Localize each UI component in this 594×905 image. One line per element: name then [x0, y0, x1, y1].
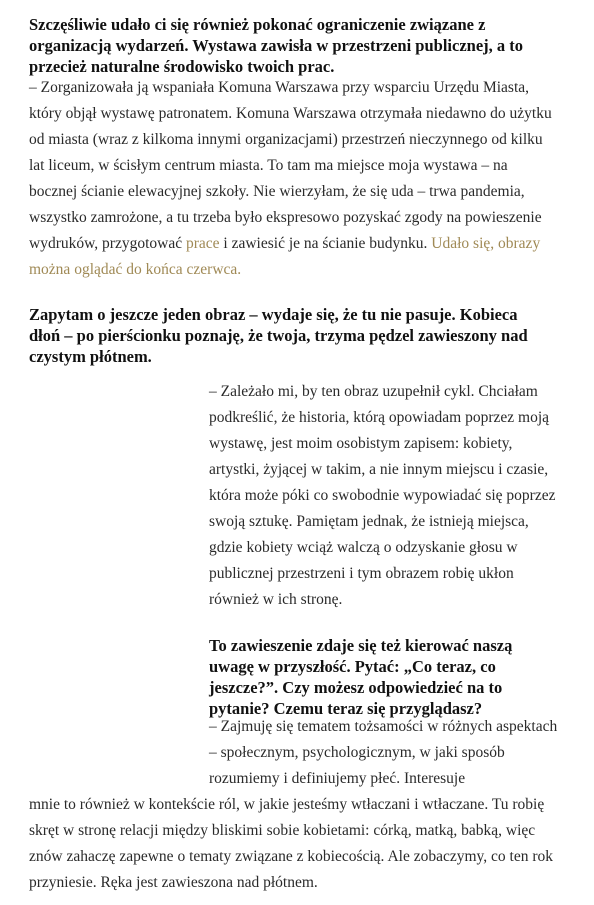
interview-question-2: Zapytam o jeszcze jeden obraz – wydaje się, że tu nie pasuje. Kobieca dłoń – po pierścionku poznaję, że twoja, trzyma pędzel zawieszony nad czystym płótnem.	[29, 305, 528, 366]
answer-1-text-middle: i zawiesić je na ścianie budynku.	[219, 235, 432, 252]
prace-link[interactable]: prace	[185, 235, 220, 252]
interview-question-1: Szczęśliwie udało ci się również pokonać ograniczenie związane z organizacją wydarzeń. Wystawa zawisła w przestrzeni publicznej, a to przecież naturalne środowisko twoich prac.	[29, 15, 524, 76]
interview-answer-1	[29, 75, 559, 283]
interview-question-3: To zawieszenie zdaje się też kierować naszą uwagę w przyszłość. Pytać: „Co teraz, co jeszcze?”. Czy możesz odpowiedzieć na to pytanie? Czemu teraz się przyglądasz?	[209, 636, 513, 718]
interview-answer-2: – Zależało mi, by ten obraz uzupełnił cykl. Chciałam podkreślić, że historia, którą opowiadam poprzez moją wystawę, jest moim osobistym zapisem: kobiety, artystki, żyjącej w takim, a nie innym miejscu i czasie, która może póki co swobodnie wypowiadać się poprzez swoją sztukę. Pamiętam jednak, że istnieją miejsca, gdzie kobiety wciąż walczą o odzyskanie głosu w publicznej przestrzeni i tym obrazem robię ukłon również w ich stronę.	[209, 383, 556, 608]
interview-answer-3-indented: – Zajmuję się tematem tożsamości w różnych aspektach – społecznym, psychologicznym, w jaki sposób rozumiemy i definiujemy płeć. Interesuje	[209, 718, 558, 787]
interview-answer-3-continued: mnie to również w kontekście ról, w jakie jesteśmy wtłaczani i wtłaczane. Tu robię skręt w stronę relacji między bliskimi sobie kobietami: córką, matką, babką, więc znów zahaczę zapewne o tematy związane z kobiecością. Ale zobaczymy, co ten rok przyniesie. Ręka jest zawieszona nad płótnem.	[29, 796, 554, 891]
exhibition-info-link[interactable]: Udało się, obrazy można oglądać do końca czerwca.	[29, 235, 541, 278]
answer-1-text-start: – Zorganizowała ją wspaniała Komuna Warszawa przy wsparciu Urzędu Miasta, który objął wystawę patronatem. Komuna Warszawa otrzymała niedawno do użytku od miasta (wraz z kilkoma innymi organizacjami) przestrzeń nieczynnego od kilku lat liceum, w ścisłym centrum miasta. To tam ma miejsce moja wystawa – na bocznej ścianie elewacyjnej szkoły. Nie wierzyłam, że się uda – trwa pandemia, wszystko zamrożone, a tu trzeba było ekspresowo pozyskać zgody na powieszenie wydruków, przygotować	[29, 79, 552, 252]
